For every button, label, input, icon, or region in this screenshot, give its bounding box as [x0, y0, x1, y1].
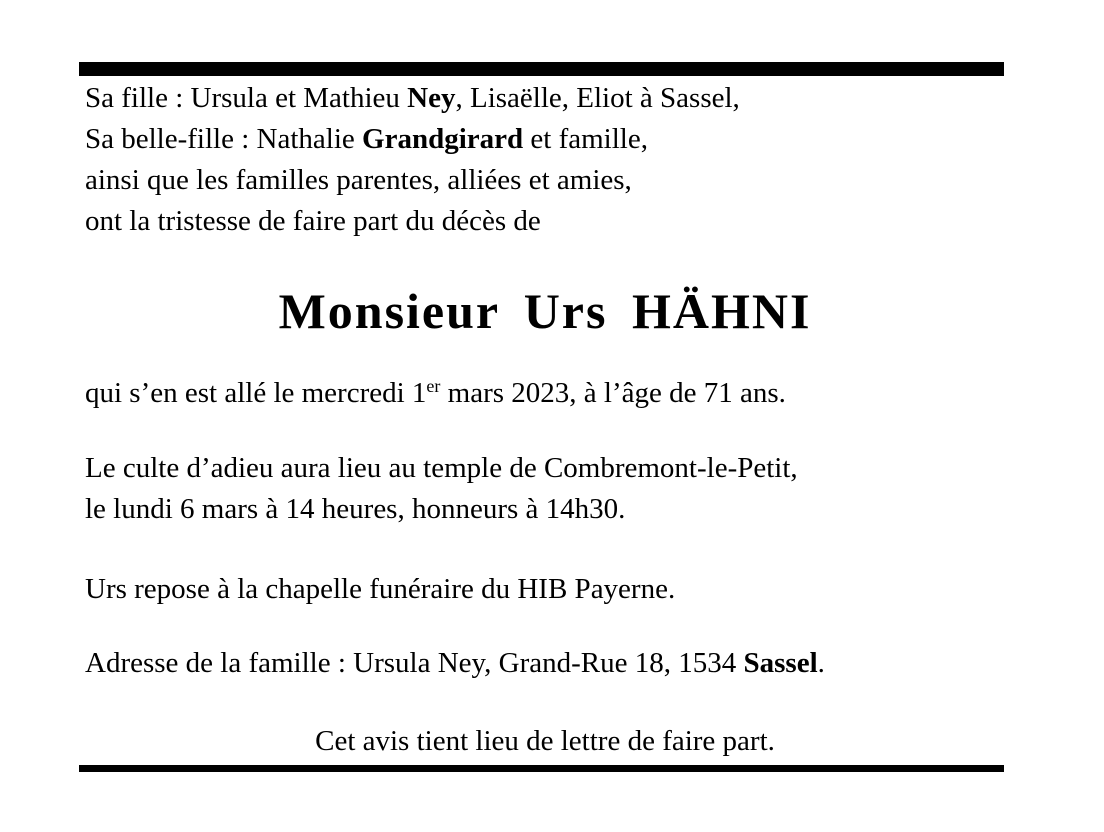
- text-segment: Sa belle-fille : Nathalie: [85, 123, 363, 155]
- notice-content: [85, 0, 1005, 762]
- family-address-line: [85, 643, 1005, 684]
- surname-ney-bold: Ney: [407, 82, 456, 114]
- service-location-line: Le culte d’adieu aura lieu au temple de Combremont-le-Petit,: [85, 452, 798, 484]
- text-segment: , Lisaëlle, Eliot à Sassel,: [455, 82, 740, 114]
- intro-line-families: [85, 160, 1005, 201]
- intro-line-announcement: [85, 201, 1005, 242]
- deceased-name-title: Monsieur Urs HÄHNI: [278, 283, 812, 339]
- ordinal-superscript: er: [426, 376, 441, 397]
- service-paragraph: [85, 448, 1005, 530]
- repose-line: Urs repose à la chapelle funéraire du HIB Payerne.: [85, 573, 676, 605]
- family-intro-paragraph: [85, 78, 1005, 242]
- text-segment: .: [817, 647, 825, 679]
- bottom-rule: [79, 765, 1004, 772]
- text-segment: mars 2023, à l’âge de 71 ans.: [440, 377, 786, 409]
- service-time-line: le lundi 6 mars à 14 heures, honneurs à 14h30.: [85, 493, 626, 525]
- surname-grandgirard-bold: Grandgirard: [362, 123, 524, 155]
- text-segment: ont la tristesse de faire part du décès de: [85, 205, 541, 237]
- text-segment: ainsi que les familles parentes, alliées et amies,: [85, 164, 632, 196]
- locality-sassel-bold: Sassel: [743, 647, 818, 679]
- text-segment: Adresse de la famille : Ursula Ney, Grand-Rue 18, 1534: [85, 647, 744, 679]
- intro-line-daughter-in-law: [85, 119, 1005, 160]
- death-date-line: [85, 373, 1005, 417]
- text-segment: et famille,: [523, 123, 648, 155]
- closing-line: Cet avis tient lieu de lettre de faire part.: [315, 725, 775, 757]
- text-segment: Sa fille : Ursula et Mathieu: [85, 82, 408, 114]
- intro-line-daughter: [85, 78, 1005, 119]
- text-segment: qui s’en est allé le mercredi 1: [85, 377, 427, 409]
